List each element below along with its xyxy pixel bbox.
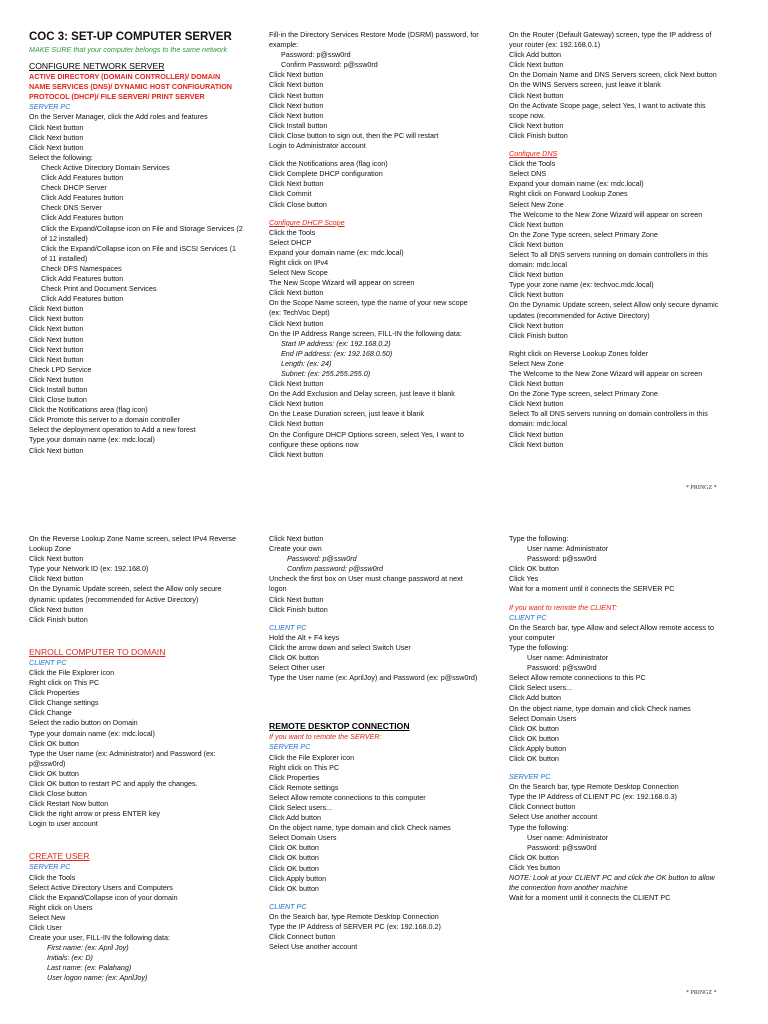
- instruction-line: Click Next button: [29, 604, 84, 614]
- spacer: [269, 210, 481, 218]
- instruction-line: Select the deployment operation to Add a new forest: [29, 425, 196, 435]
- instruction-line: Click Next button: [509, 90, 564, 100]
- instruction-line: Length: (ex: 24): [281, 358, 332, 368]
- instruction-line: Click Properties: [29, 688, 80, 698]
- instruction-line: Click Next button: [269, 379, 324, 389]
- instruction-line: Create your user, FILL-IN the following data:: [29, 933, 171, 943]
- instruction-line: NOTE: Look at your CLIENT PC and click the OK button to allow the connection from another machine: [509, 873, 715, 893]
- instruction-line: Select Other user: [269, 663, 325, 673]
- instruction-line: Click OK button: [269, 843, 319, 853]
- instruction-line: Check Active Directory Domain Services: [41, 162, 170, 172]
- instruction-line: Type the User name (ex: Administrator) and Password (ex: p@ssw0rd): [29, 748, 216, 768]
- instruction-line: Click Promote this server to a domain controller: [29, 415, 180, 425]
- instruction-line: On the Lease Duration screen, just leave it blank: [269, 409, 425, 419]
- instruction-line: Click OK button: [509, 733, 559, 743]
- instruction-line: ACTIVE DIRECTORY (DOMAIN CONTROLLER)/ DOMAIN NAME SERVICES (DNS)/ DYNAMIC HOST CONFIGURATION PROTOCOL (DHCP)/ FILE SERVER/ PRINT SERVER: [29, 72, 232, 102]
- instruction-line: Expand your domain name (ex: mdc.local): [269, 247, 404, 257]
- instruction-line: Click Add Features button: [41, 173, 124, 183]
- instruction-line: Check Print and Document Services: [41, 284, 157, 294]
- instruction-line: Click OK button: [509, 723, 559, 733]
- instruction-line: Click Yes button: [509, 862, 561, 872]
- instruction-line: Click Restart Now button: [29, 799, 109, 809]
- spacer: [269, 615, 481, 623]
- instruction-line: On the Add Exclusion and Delay screen, just leave it blank: [269, 389, 455, 399]
- instruction-line: Click Add Features button: [41, 273, 124, 283]
- document-subtitle: MAKE SURE that your computer belongs to the same network: [29, 45, 228, 54]
- instruction-line: On the Zone Type screen, select Primary Zone: [509, 389, 658, 399]
- instruction-line: Click Yes: [509, 574, 539, 584]
- instruction-line: Click Next button: [29, 142, 84, 152]
- instruction-line: Click Next button: [29, 304, 84, 314]
- instruction-line: Right click on Users: [29, 902, 93, 912]
- instruction-line: Check DFS Namespaces: [41, 263, 122, 273]
- page-2: [0, 512, 768, 1024]
- instruction-line: Click Next button: [269, 419, 324, 429]
- instruction-line: Click the Expand/Collapse icon on File and iSCSI Services (1 of 11 installed): [41, 243, 236, 263]
- instruction-line: Password: p@ssw0rd: [527, 663, 597, 673]
- instruction-line: Type your zone name (ex: techvoc.mdc.local): [509, 280, 654, 290]
- instruction-line: On the Activate Scope page, select Yes, I want to activate this scope now.: [509, 100, 706, 120]
- spacer: [509, 141, 721, 149]
- instruction-line: On the object name, type domain and click Check names: [269, 823, 451, 833]
- instruction-line: Expand your domain name (ex: mdc.local): [509, 179, 644, 189]
- page2-footer: * PRINGZ *: [686, 990, 717, 996]
- instruction-line: Select Use another account: [269, 942, 358, 952]
- instruction-line: Click the Expand/Collapse icon on File and Storage Services (2 of 12 installed): [41, 223, 243, 243]
- instruction-line: Login to user account: [29, 819, 98, 829]
- instruction-line: Select New Scope: [269, 268, 328, 278]
- instruction-line: Click Install button: [269, 120, 328, 130]
- instruction-line: Click Select users...: [269, 802, 333, 812]
- instruction-line: Click Next button: [29, 574, 84, 584]
- page1-footer: * PRINGZ *: [686, 485, 717, 491]
- instruction-line: Click Next button: [29, 324, 84, 334]
- instruction-line: Click Next button: [269, 90, 324, 100]
- instruction-line: Click Install button: [29, 385, 88, 394]
- instruction-line: Click OK button: [269, 653, 319, 663]
- instruction-line: Click Complete DHCP configuration: [269, 169, 383, 179]
- section-heading: CONFIGURE NETWORK SERVER: [29, 61, 165, 72]
- page1-column-1: [29, 30, 243, 456]
- instruction-line: Configure DHCP Scope: [269, 217, 345, 227]
- instruction-line: Click OK button: [509, 852, 559, 862]
- instruction-line: Click Change settings: [29, 698, 99, 708]
- spacer: [509, 764, 721, 772]
- instruction-line: Last name: (ex: Palahang): [47, 963, 132, 973]
- instruction-line: Click Close button: [29, 395, 87, 405]
- instruction-line: Click Next button: [29, 132, 84, 142]
- instruction-line: Click Next button: [29, 554, 84, 564]
- instruction-line: Select Domain Users: [509, 713, 577, 723]
- instruction-line: First name: (ex: April Joy): [47, 943, 129, 953]
- instruction-line: On the WINS Servers screen, just leave it blank: [509, 80, 661, 90]
- instruction-line: Select New Zone: [509, 199, 564, 209]
- instruction-line: Click Next button: [509, 320, 564, 330]
- instruction-line: The Welcome to the New Zone Wizard will appear on screen: [509, 209, 703, 219]
- spacer: [29, 633, 243, 641]
- instruction-line: Right click on Forward Lookup Zones: [509, 189, 628, 199]
- document-title: COC 3: SET-UP COMPUTER SERVER: [29, 31, 232, 43]
- instruction-line: Wait for a moment until it connects the SERVER PC: [509, 584, 675, 594]
- instruction-line: Type the IP Address of CLIENT PC (ex: 192.168.0.3): [509, 792, 677, 802]
- instruction-line: Click the File Explorer icon: [29, 667, 115, 677]
- instruction-line: Right click on IPv4: [269, 257, 329, 267]
- instruction-line: Click Next button: [509, 429, 564, 439]
- instruction-line: Select the following:: [29, 152, 93, 162]
- page1-column-2: [269, 30, 481, 460]
- instruction-line: On the Configure DHCP Options screen, select Yes, I want to configure these options now: [269, 429, 464, 449]
- instruction-line: Click Next button: [29, 354, 84, 364]
- instruction-line: The Welcome to the New Zone Wizard will appear on screen: [509, 369, 703, 378]
- spacer: [269, 699, 481, 707]
- instruction-line: Click Next button: [509, 439, 564, 449]
- instruction-line: Click Next button: [29, 374, 84, 384]
- instruction-line: Click the right arrow or press ENTER key: [29, 809, 161, 819]
- instruction-line: Password: p@ssw0rd: [281, 50, 351, 60]
- spacer: [269, 707, 481, 715]
- instruction-line: Click Remote settings: [269, 782, 339, 792]
- page2-column-2: [269, 534, 481, 952]
- instruction-line: Click Next button: [269, 100, 324, 110]
- instruction-line: Select To all DNS servers running on domain controllers in this domain: mdc.local: [509, 409, 708, 429]
- spacer: [29, 837, 243, 845]
- instruction-line: Check LPD Service: [29, 364, 92, 374]
- instruction-line: User name: Administrator: [527, 544, 609, 554]
- instruction-line: Click the arrow down and select Switch User: [269, 642, 411, 652]
- instruction-line: Click Commit: [269, 189, 312, 199]
- page1-column-3: [509, 30, 721, 450]
- spacer: [269, 691, 481, 699]
- instruction-line: Click OK button: [29, 738, 79, 748]
- section-heading: ENROLL COMPUTER TO DOMAIN: [29, 646, 166, 657]
- instruction-line: Click the Tools: [29, 872, 76, 882]
- instruction-line: Click Next button: [269, 594, 324, 604]
- instruction-line: Click Add button: [509, 50, 561, 60]
- instruction-line: User name: Administrator: [527, 832, 609, 842]
- instruction-line: CLIENT PC: [509, 612, 547, 622]
- instruction-line: Click Next button: [269, 70, 324, 80]
- instruction-line: Click the Tools: [509, 159, 556, 169]
- instruction-line: Click Finish button: [269, 604, 328, 614]
- instruction-line: On the Search bar, type Remote Desktop Connection: [509, 782, 679, 792]
- instruction-line: Click Next button: [509, 120, 564, 130]
- instruction-line: Click Select users...: [509, 683, 573, 693]
- instruction-line: Right click on This PC: [29, 678, 100, 688]
- instruction-line: Click Next button: [269, 318, 324, 328]
- instruction-line: Type the following:: [509, 642, 569, 652]
- instruction-line: Click Next button: [29, 122, 84, 132]
- instruction-line: CLIENT PC: [269, 622, 307, 632]
- instruction-line: Create your own: [269, 544, 322, 554]
- instruction-line: Select Domain Users: [269, 833, 337, 843]
- instruction-line: Start IP address: (ex: 192.168.0.2): [281, 338, 391, 348]
- instruction-line: Type your domain name (ex: mdc.local): [29, 435, 155, 445]
- instruction-line: SERVER PC: [29, 862, 71, 872]
- instruction-line: On the object name, type domain and click Check names: [509, 703, 691, 713]
- instruction-line: Click Connect button: [509, 802, 576, 812]
- instruction-line: Confirm password: p@ssw0rd: [287, 564, 383, 574]
- instruction-line: On the Dynamic Update screen, select Allow only secure dynamic updates (recommended for Active Directory): [509, 300, 719, 320]
- spacer: [269, 151, 481, 159]
- instruction-line: Login to Administrator account: [269, 141, 366, 151]
- instruction-line: Password: p@ssw0rd: [287, 554, 357, 564]
- instruction-line: Select Active Directory Users and Computers: [29, 882, 173, 892]
- instruction-line: Click Add button: [269, 813, 321, 823]
- instruction-line: End IP address: (ex: 192.168.0.50): [281, 348, 393, 358]
- instruction-line: Click Next button: [269, 110, 324, 120]
- instruction-line: Click Close button: [269, 199, 327, 209]
- instruction-line: Select DHCP: [269, 237, 312, 247]
- instruction-line: On the IP Address Range screen, FILL-IN the following data:: [269, 328, 462, 338]
- instruction-line: Click Next button: [29, 344, 84, 354]
- instruction-line: Click OK button: [509, 753, 559, 763]
- instruction-line: On the Dynamic Update screen, select the Allow only secure dynamic updates (recommended for Active Directory): [29, 584, 222, 604]
- instruction-line: Click the Notifications area (flag icon): [269, 159, 388, 169]
- instruction-line: On the Zone Type screen, select Primary Zone: [509, 229, 658, 239]
- instruction-line: Select Use another account: [509, 812, 598, 822]
- instruction-line: Click Next button: [269, 399, 324, 409]
- instruction-line: If you want to remote the CLIENT:: [509, 602, 618, 612]
- spacer: [509, 595, 721, 603]
- instruction-line: Click Connect button: [269, 932, 336, 942]
- instruction-line: SERVER PC: [509, 772, 551, 782]
- instruction-line: Uncheck the first box on User must change password at next logon: [269, 574, 463, 594]
- instruction-line: Configure DNS: [509, 149, 558, 159]
- instruction-line: Select New Zone: [509, 358, 564, 368]
- instruction-line: Click Add Features button: [41, 213, 124, 223]
- instruction-line: Click Next button: [269, 288, 324, 298]
- instruction-line: Confirm Password: p@ssw0rd: [281, 60, 378, 70]
- section-heading: CREATE USER: [29, 851, 90, 862]
- instruction-line: The New Scope Wizard will appear on screen: [269, 278, 415, 288]
- instruction-line: On the Router (Default Gateway) screen, type the IP address of your router (ex: 192.168.0.1): [509, 30, 712, 50]
- instruction-line: Select Allow remote connections to this PC: [509, 673, 646, 683]
- instruction-line: Click the File Explorer icon: [269, 752, 355, 762]
- instruction-line: Click Next button: [269, 179, 324, 189]
- instruction-line: Click Add Features button: [41, 193, 124, 203]
- instruction-line: Click Close button to sign out, then the PC will restart: [269, 130, 439, 140]
- instruction-line: Click Add button: [509, 693, 561, 703]
- section-heading: REMOTE DESKTOP CONNECTION: [269, 721, 410, 732]
- spacer: [509, 341, 721, 349]
- instruction-line: Wait for a moment until it connects the CLIENT PC: [509, 893, 671, 903]
- instruction-line: Click Next button: [509, 239, 564, 249]
- instruction-line: Select New: [29, 912, 66, 922]
- instruction-line: Click Properties: [269, 772, 320, 782]
- instruction-line: Click Next button: [269, 449, 324, 459]
- instruction-line: Click Close button: [29, 789, 87, 799]
- instruction-line: On the Search bar, type Remote Desktop Connection: [269, 911, 439, 921]
- instruction-line: User logon name: (ex: AprilJoy): [47, 973, 148, 983]
- spacer: [29, 625, 243, 633]
- page2-column-3: [509, 534, 721, 903]
- instruction-line: Hold the Alt + F4 keys: [269, 632, 340, 642]
- instruction-line: Type your Network ID (ex: 192.168.0): [29, 564, 149, 574]
- instruction-line: Click OK button: [269, 883, 319, 893]
- instruction-line: Select Allow remote connections to this computer: [269, 792, 426, 802]
- instruction-line: Click the Notifications area (flag icon): [29, 405, 148, 415]
- instruction-line: Password: p@ssw0rd: [527, 554, 597, 564]
- instruction-line: Click Apply button: [509, 743, 567, 753]
- instruction-line: Click Next button: [29, 334, 84, 344]
- instruction-line: Click the Expand/Collapse icon of your domain: [29, 892, 178, 902]
- instruction-line: Click OK button: [29, 768, 79, 778]
- instruction-line: CLIENT PC: [269, 901, 307, 911]
- instruction-line: SERVER PC: [269, 742, 311, 752]
- instruction-line: Click Apply button: [269, 873, 327, 883]
- instruction-line: Click Finish button: [509, 330, 568, 340]
- instruction-line: Right click on Reverse Lookup Zones folder: [509, 348, 649, 358]
- instruction-line: Type the User name (ex: AprilJoy) and Password (ex: p@ssw0rd): [269, 673, 478, 683]
- instruction-line: User name: Administrator: [527, 653, 609, 663]
- spacer: [269, 683, 481, 691]
- instruction-line: Click OK button: [269, 853, 319, 863]
- instruction-line: Click Next button: [269, 80, 324, 90]
- instruction-line: If you want to remote the SERVER:: [269, 732, 382, 742]
- instruction-line: Right click on This PC: [269, 762, 340, 772]
- page1-col1-lines: [29, 61, 243, 456]
- instruction-line: Click OK button: [269, 863, 319, 873]
- instruction-line: Click Add Features button: [41, 294, 124, 304]
- instruction-line: Click Next button: [29, 314, 84, 324]
- instruction-line: Type the following:: [509, 822, 569, 832]
- instruction-line: On the Search bar, type Allow and select Allow remote access to your computer: [509, 622, 714, 642]
- instruction-line: Check DNS Server: [41, 203, 102, 213]
- instruction-line: Click Next button: [509, 399, 564, 409]
- spacer: [29, 829, 243, 837]
- instruction-line: Click Finish button: [509, 130, 568, 140]
- instruction-line: Click Next button: [509, 270, 564, 280]
- instruction-line: Subnet: (ex: 255.255.255.0): [281, 369, 371, 378]
- instruction-line: Type the following:: [509, 534, 569, 543]
- instruction-line: Fill-in the Directory Services Restore Mode (DSRM) password, for example:: [269, 30, 479, 50]
- instruction-line: Click Next button: [509, 290, 564, 300]
- instruction-line: Click Next button: [269, 534, 324, 543]
- instruction-line: SERVER PC: [29, 102, 71, 112]
- page2-column-1: [29, 534, 243, 984]
- instruction-line: Click Next button: [509, 379, 564, 389]
- instruction-line: On the Domain Name and DNS Servers screen, click Next button: [509, 70, 717, 80]
- instruction-line: Initials: (ex: D): [47, 953, 93, 963]
- instruction-line: Password: p@ssw0rd: [527, 842, 597, 852]
- instruction-line: Select To all DNS servers running on domain controllers in this domain: mdc.local: [509, 249, 708, 270]
- instruction-line: On the Server Manager, click the Add roles and features: [29, 112, 208, 122]
- instruction-line: Select DNS: [509, 169, 547, 179]
- spacer: [269, 894, 481, 902]
- instruction-line: CLIENT PC: [29, 657, 67, 667]
- instruction-line: Click Next button: [509, 219, 564, 229]
- instruction-line: Click the Tools: [269, 227, 316, 237]
- instruction-line: Select the radio button on Domain: [29, 718, 138, 728]
- instruction-line: Type your domain name (ex: mdc.local): [29, 728, 155, 738]
- instruction-line: Click Next button: [29, 445, 84, 455]
- instruction-line: Click Change: [29, 708, 72, 718]
- instruction-line: Check DHCP Server: [41, 183, 107, 193]
- instruction-line: Click User: [29, 923, 62, 932]
- instruction-line: Click OK button to restart PC and apply the changes.: [29, 778, 198, 788]
- instruction-line: Click OK button: [509, 564, 559, 574]
- instruction-line: Click Next button: [509, 60, 564, 70]
- instruction-line: Click Finish button: [29, 614, 88, 624]
- instruction-line: Type the IP Address of SERVER PC (ex: 192.168.0.2): [269, 922, 441, 931]
- instruction-line: On the Reverse Lookup Zone Name screen, select IPv4 Reverse Lookup Zone: [29, 534, 236, 554]
- instruction-line: On the Scope Name screen, type the name of your new scope (ex: TechVoc Dept): [269, 298, 468, 318]
